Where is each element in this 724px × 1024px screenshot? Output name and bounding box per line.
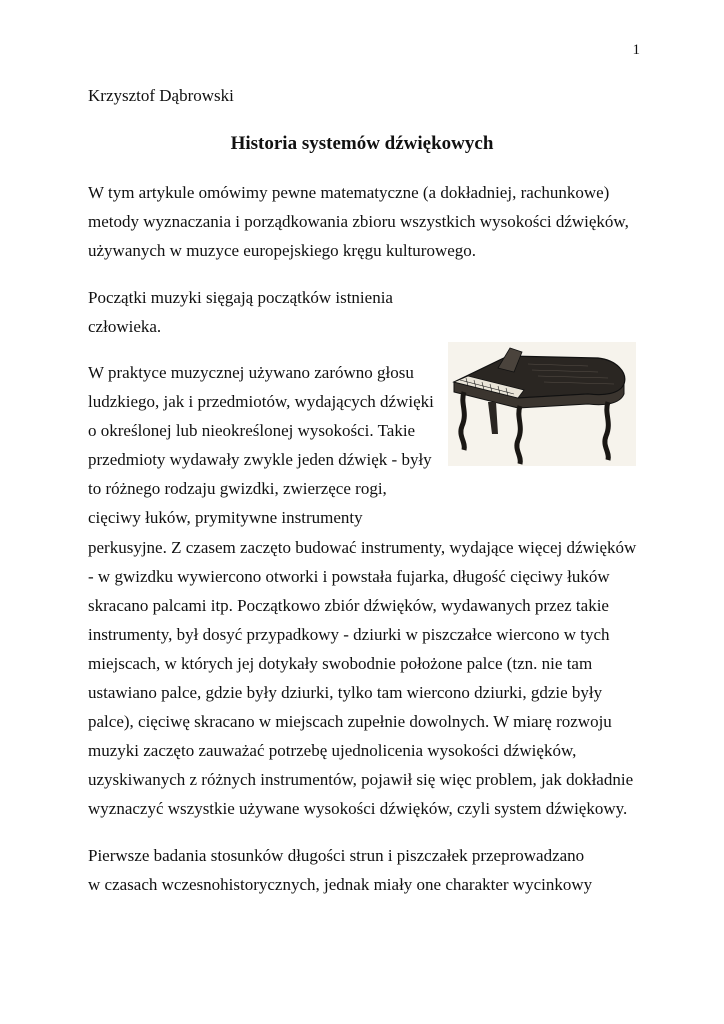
paragraph-line: - w gwizdku wywiercono otworki i powstała fujarka, długość cięciwy łuków [88,567,610,586]
paragraph-line: miejscach, w których jej dotykały swobodnie położone palce (tzn. nie tam [88,654,593,673]
paragraph-line: to różnego rodzaju gwizdki, zwierzęce rogi, [88,479,387,498]
paragraph-line: ustawiano palce, gdzie były dziurki, tylko tam wiercono dziurki, gdzie były [88,683,603,702]
paragraph-line: przedmioty wydawały zwykle jeden dźwięk - były [88,450,432,469]
author-name: Krzysztof Dąbrowski [88,86,234,105]
paragraph-line: perkusyjne. Z czasem zaczęto budować instrumenty, wydające więcej dźwięków [88,538,637,557]
paragraph-line: wyznaczyć wszystkie używane wysokości dźwięków, czyli system dźwiękowy. [88,799,628,818]
paragraph-line: muzyki zaczęto zauważać potrzebę ujednolicenia wysokości dźwięków, [88,741,577,760]
paragraph-line: człowieka. [88,317,162,336]
paragraph-line: Początki muzyki sięgają początków istnienia [88,288,393,307]
paragraph-line: instrumenty, był dosyć przypadkowy - dziurki w piszczałce wiercono w tych [88,625,610,644]
paragraph-line: W tym artykule omówimy pewne matematyczne (a dokładniej, rachunkowe) [88,183,610,202]
paragraph-line: W praktyce muzycznej używano zarówno głosu [88,363,414,382]
paragraph-line: używanych w muzyce europejskiego kręgu kulturowego. [88,241,477,260]
paragraph-line: ludzkiego, jak i przedmiotów, wydających dźwięki [88,392,434,411]
paragraph-line: w czasach wczesnohistorycznych, jednak miały one charakter wycinkowy [88,875,593,894]
paragraph-line: cięciwy łuków, prymitywne instrumenty [88,508,363,527]
page-number: 1 [632,42,640,58]
article-title: Historia systemów dźwiękowych [230,133,494,154]
paragraph-line: palce), cięciwę skracano w miejscach zupełnie dowolnych. W miarę rozwoju [88,712,612,731]
paragraph-line: Pierwsze badania stosunków długości strun i piszczałek przeprowadzano [88,846,585,865]
paragraph-line: metody wyznaczania i porządkowania zbioru wszystkich wysokości dźwięków, [88,212,629,231]
paragraph-line: skracano palcami itp. Początkowo zbiór dźwięków, wydawanych przez takie [88,596,609,615]
piano-icon [448,342,636,466]
paragraph-line: o określonej lub nieokreślonej wysokości. Takie [88,421,416,440]
piano-illustration [448,342,636,466]
paragraph-line: uzyskiwanych z różnych instrumentów, pojawił się więc problem, jak dokładnie [88,770,634,789]
